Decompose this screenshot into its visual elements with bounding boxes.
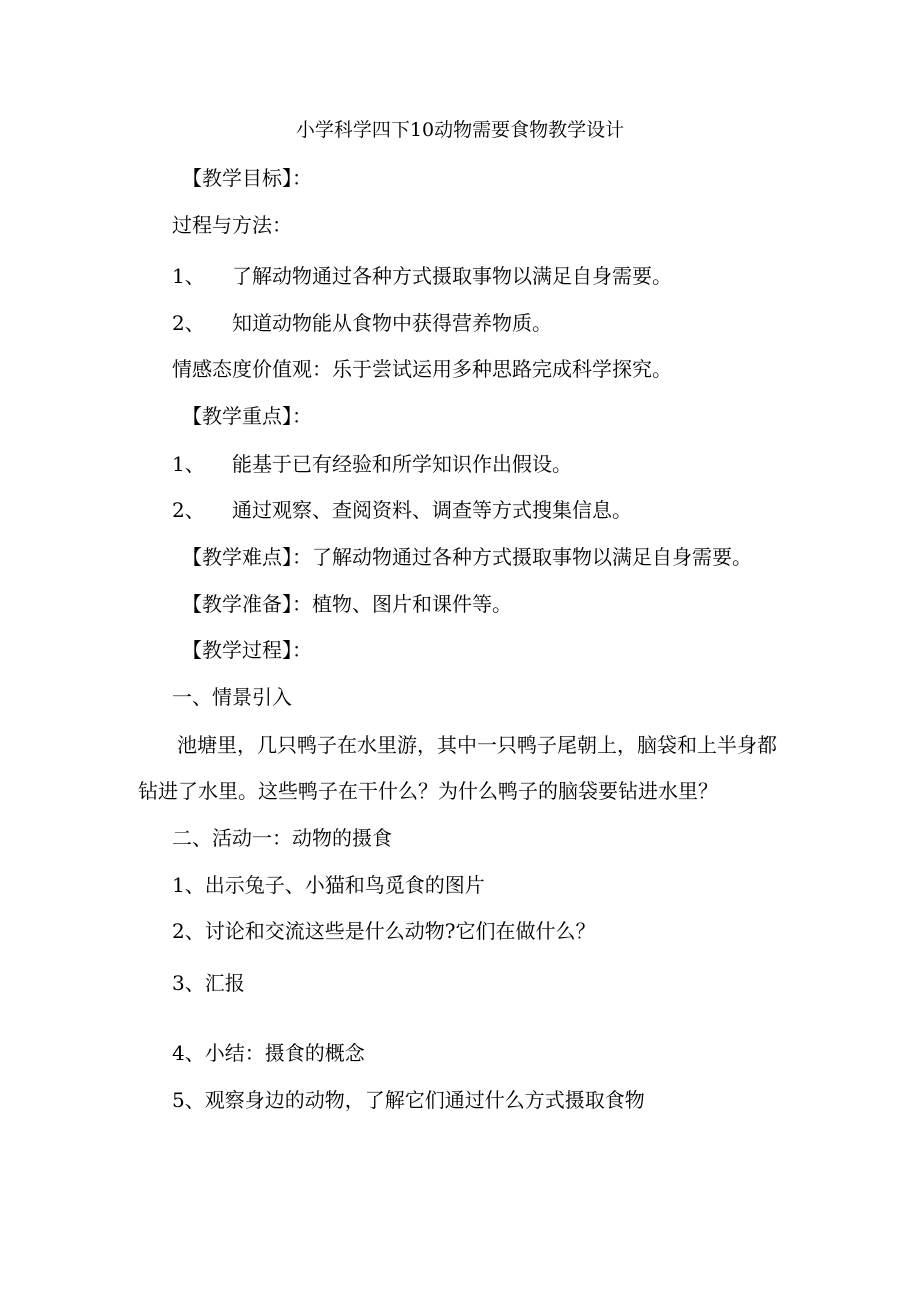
difficulty-line: 【教学难点】：了解动物通过各种方式摄取事物以满足自身需要。 xyxy=(182,545,752,569)
section1-paragraph-line2: 钻进了水里。这些鸭子在干什么？为什么鸭子的脑袋要钻进水里？ xyxy=(138,779,718,803)
section2-heading: 二、活动一：动物的摄食 xyxy=(172,826,392,850)
keypoint-item xyxy=(172,498,632,522)
activity-step: 2、讨论和交流这些是什么动物?它们在做什么？ xyxy=(172,919,596,943)
section1-heading: 一、情景引入 xyxy=(172,685,292,709)
objective-item xyxy=(172,311,552,335)
keypoints-heading: 【教学重点】： xyxy=(182,404,312,428)
preparation-line: 【教学准备】：植物、图片和课件等。 xyxy=(182,592,512,616)
objective-text: 了解动物通过各种方式摄取事物以满足自身需要。 xyxy=(232,264,672,288)
process-methods-label: 过程与方法： xyxy=(172,213,292,237)
objective-item xyxy=(172,264,672,288)
activity-step: 3、汇报 xyxy=(172,971,245,995)
objective-number: 1、 xyxy=(172,264,205,288)
keypoint-number: 1、 xyxy=(172,452,205,476)
document-title: 小学科学四下10动物需要食物教学设计 xyxy=(295,119,625,141)
activity-step: 1、出示兔子、小猫和鸟觅食的图片 xyxy=(172,873,485,897)
keypoint-item xyxy=(172,452,572,476)
process-heading: 【教学过程】： xyxy=(182,638,312,662)
values-line: 情感态度价值观：乐于尝试运用多种思路完成科学探究。 xyxy=(172,357,672,381)
objectives-heading: 【教学目标】： xyxy=(182,166,312,190)
activity-step: 4、小结：摄食的概念 xyxy=(172,1041,365,1065)
keypoint-number: 2、 xyxy=(172,498,205,522)
activity-step: 5、观察身边的动物，了解它们通过什么方式摄取食物 xyxy=(172,1088,645,1112)
keypoint-text: 能基于已有经验和所学知识作出假设。 xyxy=(232,452,572,476)
objective-text: 知道动物能从食物中获得营养物质。 xyxy=(232,311,552,335)
objective-number: 2、 xyxy=(172,311,205,335)
section1-paragraph-line1: 池塘里，几只鸭子在水里游，其中一只鸭子尾朝上，脑袋和上半身都 xyxy=(177,733,777,757)
keypoint-text: 通过观察、查阅资料、调查等方式搜集信息。 xyxy=(232,498,632,522)
